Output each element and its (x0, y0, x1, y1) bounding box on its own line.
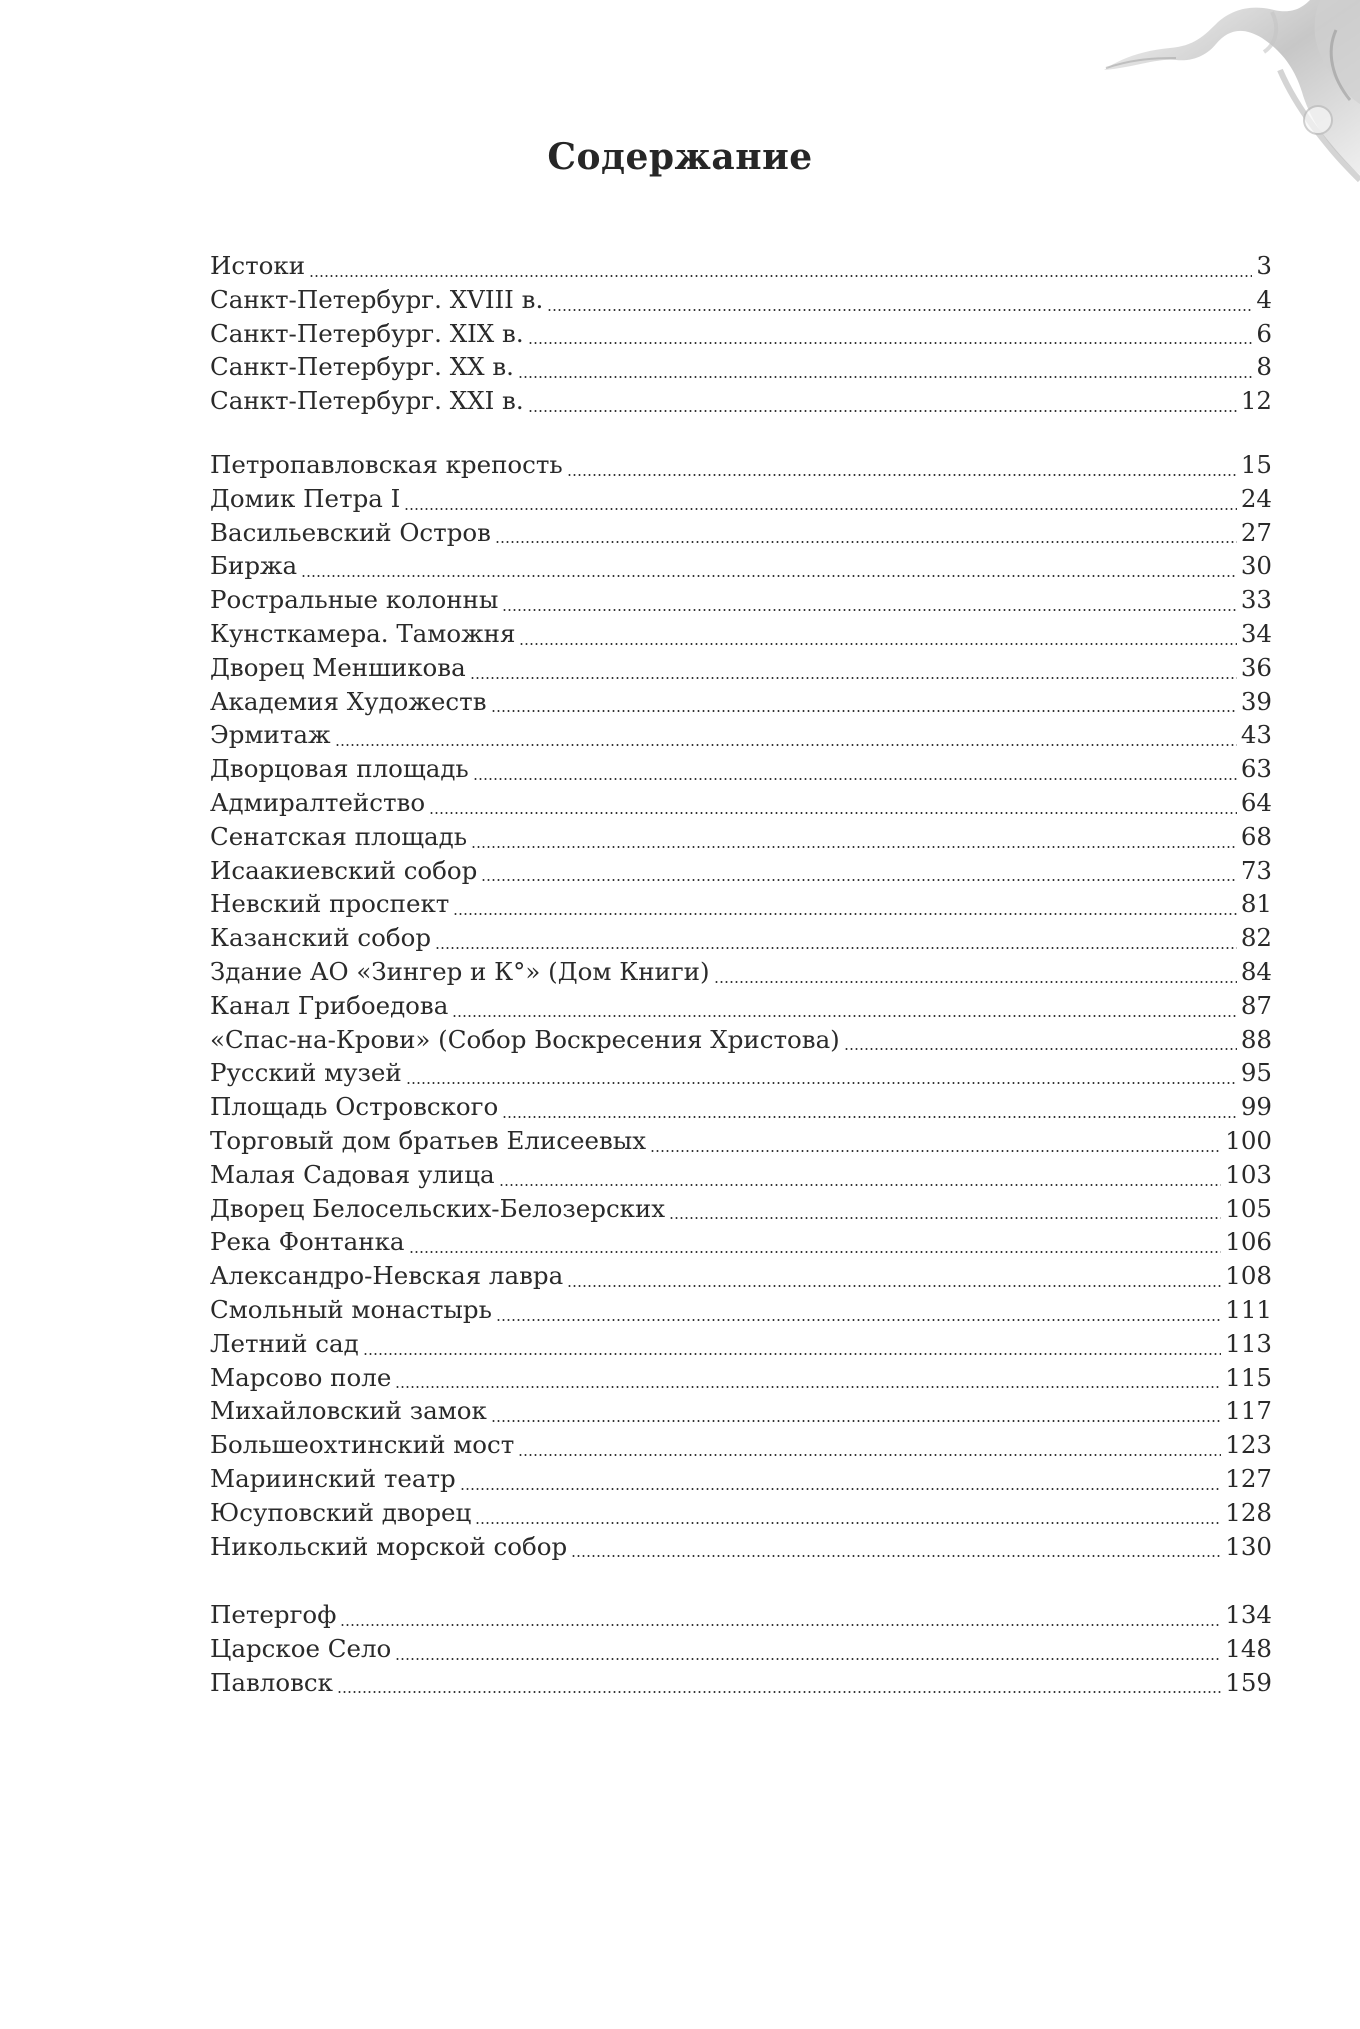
toc-entry-title: Эрмитаж (210, 720, 331, 750)
toc-entry-title: Дворцовая площадь (210, 754, 469, 784)
toc-entry-page: 43 (1240, 720, 1272, 750)
toc-entry (210, 1126, 1272, 1160)
toc-entry-page: 128 (1225, 1497, 1272, 1527)
toc-entry (210, 585, 1272, 619)
toc-entry-title: Площадь Островского (210, 1092, 499, 1122)
toc-entry (210, 352, 1272, 386)
toc-entry-title: Невский проспект (210, 889, 450, 919)
toc-entry-page: 123 (1225, 1430, 1272, 1460)
toc-entry (210, 957, 1272, 991)
toc-entry-page: 106 (1225, 1227, 1272, 1257)
leader-dots (496, 1319, 1221, 1321)
corner-ornament-icon (980, 0, 1360, 240)
toc-entry-title: Смольный монастырь (210, 1294, 492, 1324)
toc-entry-title: Адмиралтейство (210, 787, 426, 817)
toc-entry (210, 484, 1272, 518)
leader-dots (395, 1386, 1221, 1388)
toc-entry-page: 99 (1240, 1092, 1272, 1122)
toc-entry-title: Малая Садовая улица (210, 1159, 495, 1189)
toc-entry-title: Канал Грибоедова (210, 990, 449, 1020)
leader-dots (473, 778, 1237, 780)
toc-entry-title: Марсово поле (210, 1362, 392, 1392)
leader-dots (844, 1048, 1237, 1050)
toc-entry-page: 134 (1225, 1600, 1272, 1629)
toc-entry (210, 991, 1272, 1025)
toc-entry-page: 87 (1240, 990, 1272, 1020)
toc-entry (210, 386, 1272, 420)
toc-entry (210, 923, 1272, 957)
toc-entry (210, 1430, 1272, 1464)
leader-dots (519, 643, 1236, 645)
toc-entry-title: Михайловский замок (210, 1396, 487, 1426)
toc-entry (210, 1227, 1272, 1261)
leader-dots (491, 710, 1237, 712)
toc-entry (210, 450, 1272, 484)
toc-entry-page: 12 (1240, 386, 1272, 416)
toc-entry-title: Царское Село (210, 1633, 392, 1663)
toc-entry-title: Санкт-Петербург. XX в. (210, 352, 514, 382)
toc-entry (210, 822, 1272, 856)
toc-entry (210, 1634, 1272, 1668)
toc-entry-title: Дворец Меншикова (210, 652, 466, 682)
toc-entry-title: Санкт-Петербург. XXI в. (210, 386, 524, 416)
toc-entry-page: 73 (1240, 855, 1272, 885)
toc-entry (210, 1058, 1272, 1092)
toc-entry-title: Ростральные колонны (210, 585, 499, 615)
leader-dots (335, 744, 1237, 746)
toc-entry (210, 518, 1272, 552)
leader-dots (714, 981, 1237, 983)
toc-entry (210, 856, 1272, 890)
leader-dots (567, 474, 1237, 476)
toc-entry (210, 720, 1272, 754)
leader-dots (452, 1015, 1236, 1017)
toc-entry-title: Мариинский театр (210, 1463, 456, 1493)
toc-entry-page: 95 (1240, 1058, 1272, 1088)
leader-dots (495, 541, 1237, 543)
toc-entry-title: Кунсткамера. Таможня (210, 618, 516, 648)
toc-entry (210, 1464, 1272, 1498)
leader-dots (363, 1353, 1222, 1355)
toc-entry-page: 64 (1240, 787, 1272, 817)
toc-entry-page: 113 (1225, 1328, 1272, 1358)
toc-entry-title: Павловск (210, 1667, 333, 1697)
toc-entry (210, 1194, 1272, 1228)
toc-entry (210, 1668, 1272, 1702)
toc-entry-page: 108 (1225, 1261, 1272, 1291)
leader-dots (669, 1217, 1221, 1219)
toc-entry (210, 788, 1272, 822)
toc-entry-title: Истоки (210, 251, 306, 280)
leader-dots (650, 1150, 1221, 1152)
leader-dots (309, 275, 1252, 277)
toc-entry-title: Русский музей (210, 1058, 402, 1088)
toc-entry (210, 285, 1272, 319)
leader-dots (502, 1116, 1237, 1118)
toc-entry-page: 88 (1240, 1024, 1272, 1054)
toc-entry-title: Санкт-Петербург. XIX в. (210, 318, 524, 348)
leader-dots (518, 1454, 1221, 1456)
toc-entry-title: Санкт-Петербург. XVIII в. (210, 284, 544, 314)
toc-section-city (210, 450, 1272, 1565)
toc-entry-page: 6 (1256, 318, 1272, 348)
leader-dots (481, 879, 1236, 881)
toc-entry (210, 1329, 1272, 1363)
toc-entry-page: 68 (1240, 821, 1272, 851)
toc-entry (210, 1295, 1272, 1329)
toc-entry-page: 3 (1256, 251, 1272, 280)
toc-entry-page: 34 (1240, 618, 1272, 648)
toc-entry-title: «Спас-на-Крови» (Собор Воскресения Христова) (210, 1024, 840, 1054)
toc-entry (210, 889, 1272, 923)
leader-dots (491, 1420, 1221, 1422)
toc-entry (210, 653, 1272, 687)
leader-dots (406, 1082, 1237, 1084)
leader-dots (499, 1184, 1222, 1186)
toc-entry (210, 1025, 1272, 1059)
toc-entry-title: Здание АО «Зингер и К°» (Дом Книги) (210, 956, 710, 986)
toc-entry-title: Александро-Невская лавра (210, 1261, 564, 1291)
leader-dots (528, 342, 1253, 344)
leader-dots (528, 410, 1237, 412)
leader-dots (340, 1624, 1221, 1626)
toc-entry-page: 24 (1240, 483, 1272, 513)
toc-entry-title: Казанский собор (210, 923, 432, 953)
toc-entry-page: 15 (1240, 450, 1272, 479)
toc-entry-title: Дворец Белосельских-Белозерских (210, 1193, 666, 1223)
leader-dots (475, 1522, 1221, 1524)
toc-section-intro (210, 251, 1272, 420)
toc-entry (210, 1160, 1272, 1194)
toc-entry-title: Никольский морской собор (210, 1531, 568, 1561)
leader-dots (435, 947, 1237, 949)
toc-entry-page: 27 (1240, 517, 1272, 547)
toc-entry (210, 619, 1272, 653)
toc-entry-page: 105 (1225, 1193, 1272, 1223)
leader-dots (567, 1285, 1221, 1287)
toc-entry-title: Летний сад (210, 1328, 359, 1358)
toc-entry-page: 159 (1225, 1667, 1272, 1697)
toc-entry-title: Сенатская площадь (210, 821, 468, 851)
leader-dots (453, 913, 1236, 915)
toc-entry-page: 39 (1240, 686, 1272, 716)
toc-entry (210, 1532, 1272, 1566)
toc-entry-title: Васильевский Остров (210, 517, 491, 547)
leader-dots (518, 376, 1252, 378)
toc-entry (210, 687, 1272, 721)
leader-dots (571, 1555, 1221, 1557)
toc-entry-title: Юсуповский дворец (210, 1497, 472, 1527)
toc-entry-page: 4 (1256, 284, 1272, 314)
toc-entry-page: 148 (1225, 1633, 1272, 1663)
toc-entry (210, 1092, 1272, 1126)
toc-entry-page: 127 (1225, 1463, 1272, 1493)
leader-dots (470, 677, 1237, 679)
toc-entry-title: Исаакиевский собор (210, 855, 478, 885)
page-title: Содержание (547, 136, 813, 178)
toc-entry (210, 754, 1272, 788)
toc-entry-page: 84 (1240, 956, 1272, 986)
leader-dots (404, 508, 1236, 510)
toc-entry-title: Торговый дом братьев Елисеевых (210, 1125, 647, 1155)
toc-entry-title: Петропавловская крепость (210, 450, 563, 479)
toc-entry-page: 111 (1225, 1294, 1272, 1324)
toc-entry (210, 1498, 1272, 1532)
toc-entry-page: 33 (1240, 585, 1272, 615)
toc-entry-page: 30 (1240, 551, 1272, 581)
toc-entry-page: 81 (1240, 889, 1272, 919)
leader-dots (502, 609, 1236, 611)
leader-dots (429, 812, 1237, 814)
toc-entry-page: 8 (1256, 352, 1272, 382)
leader-dots (337, 1691, 1221, 1693)
toc-entry (210, 1396, 1272, 1430)
toc-entry-title: Большеохтинский мост (210, 1430, 515, 1460)
toc-entry-page: 82 (1240, 923, 1272, 953)
toc-entry-page: 117 (1225, 1396, 1272, 1426)
toc-entry (210, 1261, 1272, 1295)
leader-dots (547, 309, 1252, 311)
toc-entry-page: 115 (1225, 1362, 1272, 1392)
toc-entry-page: 100 (1225, 1125, 1272, 1155)
toc-entry-title: Академия Художеств (210, 686, 487, 716)
leader-dots (409, 1251, 1222, 1253)
leader-dots (395, 1658, 1221, 1660)
toc-entry-title: Река Фонтанка (210, 1227, 405, 1257)
toc-entry (210, 1363, 1272, 1397)
toc-entry-page: 130 (1225, 1531, 1272, 1561)
toc-entry (210, 319, 1272, 353)
toc-entry-title: Биржа (210, 551, 298, 581)
toc-entry-page: 36 (1240, 652, 1272, 682)
toc-entry (210, 251, 1272, 285)
toc-entry (210, 1600, 1272, 1634)
toc-entry-page: 63 (1240, 754, 1272, 784)
leader-dots (301, 575, 1237, 577)
leader-dots (460, 1488, 1221, 1490)
leader-dots (471, 846, 1237, 848)
toc-entry-title: Петергоф (210, 1600, 337, 1629)
toc-section-suburbs (210, 1600, 1272, 1701)
toc-entry (210, 551, 1272, 585)
toc-entry-page: 103 (1225, 1159, 1272, 1189)
toc-entry-title: Домик Петра I (210, 483, 401, 513)
